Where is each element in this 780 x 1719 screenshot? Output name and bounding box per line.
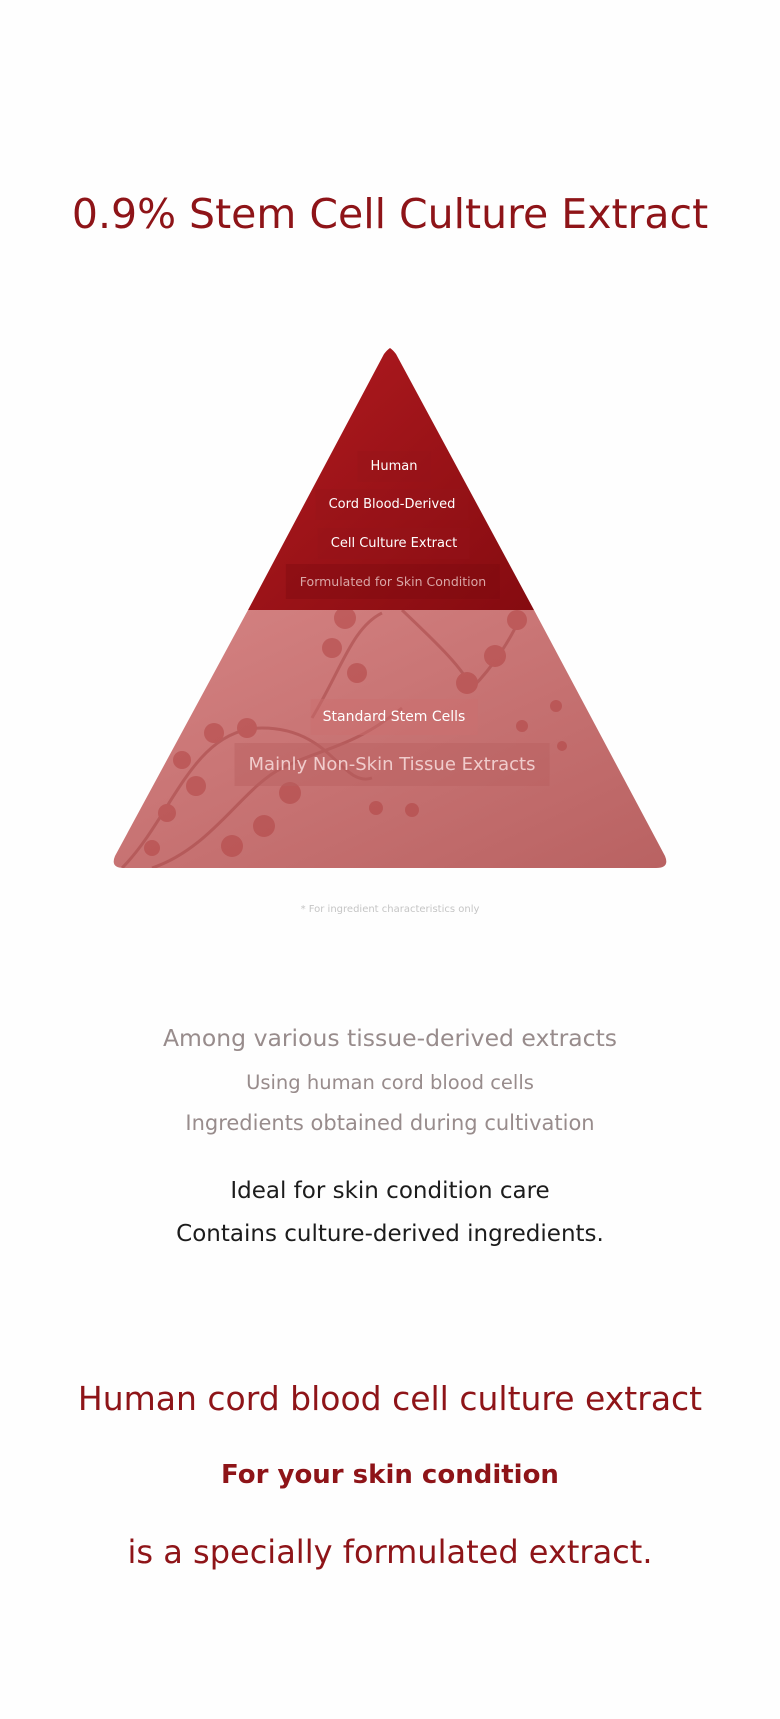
top-label-cord-blood: Cord Blood-Derived xyxy=(316,489,469,520)
footnote: * For ingredient characteristics only xyxy=(300,904,480,915)
page-title: 0.9% Stem Cell Culture Extract xyxy=(71,190,709,238)
emphasis-line-1: Ideal for skin condition care xyxy=(230,1178,550,1204)
description-line-1: Among various tissue-derived extracts xyxy=(162,1024,618,1052)
bottom-label-standard-stem-cells: Standard Stem Cells xyxy=(311,699,478,735)
pyramid-bottom-tier xyxy=(114,610,667,868)
description-line-3: Ingredients obtained during cultivation xyxy=(185,1111,595,1135)
description-line-2: Using human cord blood cells xyxy=(246,1071,534,1094)
pyramid-graphic xyxy=(112,348,668,873)
closing-line-1: Human cord blood cell culture extract xyxy=(77,1379,703,1418)
top-label-skin-condition: Formulated for Skin Condition xyxy=(286,564,500,599)
closing-line-3: is a specially formulated extract. xyxy=(127,1533,653,1571)
top-label-human: Human xyxy=(358,451,431,482)
top-label-culture-extract: Cell Culture Extract xyxy=(318,528,470,559)
comparison-pyramid xyxy=(112,348,668,873)
emphasis-line-2: Contains culture-derived ingredients. xyxy=(176,1221,604,1247)
closing-line-2: For your skin condition xyxy=(221,1460,559,1490)
bottom-label-non-skin-tissue: Mainly Non-Skin Tissue Extracts xyxy=(235,743,550,786)
